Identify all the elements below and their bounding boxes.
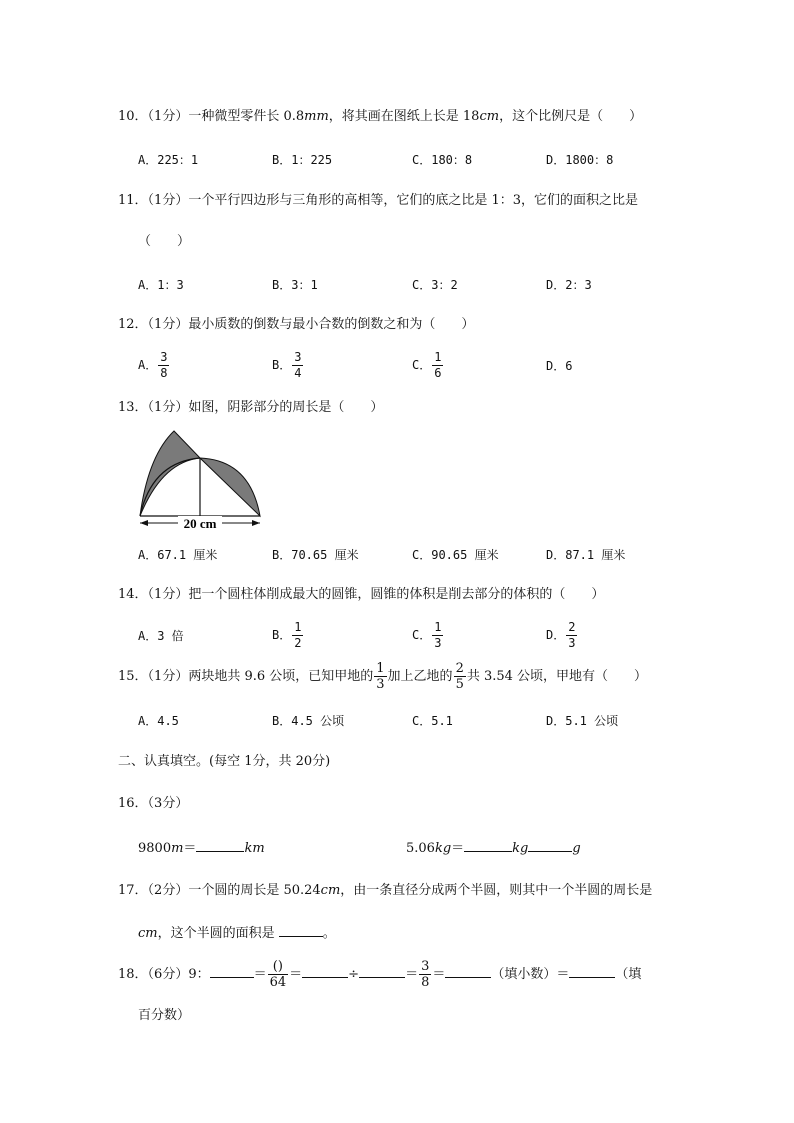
question-18-stem <box>118 959 641 990</box>
q18-blank-1[interactable] <box>210 965 254 978</box>
q15-text-b: 加上乙地的 <box>387 669 453 684</box>
question-16-stem: 16．（3分） <box>118 796 189 811</box>
q10-text-3: ，这个比例尺是（ ） <box>499 109 643 124</box>
q14-option-d-fraction <box>566 620 577 651</box>
q17-text: 17．（2分）一个圆的周长是 50.24 <box>118 883 321 898</box>
q16-right-unit: kg <box>434 841 452 856</box>
q18-blank-4[interactable] <box>445 965 491 978</box>
q10-option-b[interactable]: B．1：225 <box>272 153 333 167</box>
q13-option-a[interactable]: A．67.1 厘米 <box>138 548 218 562</box>
denominator: 3 <box>434 636 442 650</box>
denominator: 4 <box>294 366 302 380</box>
q18-fraction-1 <box>268 959 289 990</box>
numerator: 3 <box>160 350 168 364</box>
q14-option-a-label: A． <box>138 629 158 643</box>
question-11-stem-line2: （ ） <box>138 234 191 249</box>
numerator: 2 <box>455 661 464 676</box>
q18-hint-percent: （填 <box>615 967 642 982</box>
equals-sign: ＝ <box>405 967 419 982</box>
dimension-arrow-right <box>252 520 260 526</box>
q16-left-expression <box>138 839 265 858</box>
equals-sign: ＝ <box>253 967 267 982</box>
numerator: 1 <box>294 620 302 634</box>
denominator: 5 <box>455 677 464 692</box>
q15-fraction-1 <box>374 661 386 692</box>
q16-right-expression <box>406 839 581 858</box>
q14-option-b-label: B． <box>272 628 292 642</box>
q17-line2-text: ，这个半圆的面积是 <box>157 926 279 941</box>
denominator: 8 <box>421 975 430 990</box>
numerator: 2 <box>568 620 576 634</box>
q11-option-c[interactable]: C．3：2 <box>412 278 458 292</box>
q12-option-d[interactable] <box>546 357 572 375</box>
denominator: 3 <box>568 636 576 650</box>
q12-option-c-fraction <box>432 350 443 381</box>
q12-option-b-label: B． <box>272 358 292 372</box>
numerator: 3 <box>421 959 430 974</box>
q13-figure-label: 20 cm <box>183 516 217 531</box>
divide-sign: ÷ <box>348 967 360 982</box>
shaded-region-left <box>140 431 200 516</box>
numerator: () <box>268 959 289 975</box>
question-11-stem: 11．（1分）一个平行四边形与三角形的高相等，它们的底之比是 1：3，它们的面积之比是 <box>118 193 638 208</box>
question-15-stem <box>118 661 647 692</box>
q16-left-value: 9800 <box>138 841 172 856</box>
denominator: 64 <box>269 975 287 990</box>
q18-text: 18．（6分）9： <box>118 967 210 982</box>
numerator: 1 <box>434 350 442 364</box>
q12-option-a-fraction <box>158 350 169 381</box>
numerator: 1 <box>376 661 385 676</box>
q10-option-c[interactable]: C．180：8 <box>412 153 473 167</box>
q18-blank-5[interactable] <box>569 965 615 978</box>
q14-option-b[interactable] <box>272 620 304 651</box>
q15-option-d[interactable]: D．5.1 公顷 <box>546 714 619 728</box>
q16-left-unit: m <box>171 841 184 856</box>
q16-left-unit-2: km <box>244 841 265 856</box>
section-2-title: 二、认真填空。(每空 1分，共 20分) <box>118 754 331 769</box>
q16-right-unit-3: g <box>572 841 581 856</box>
denominator: 6 <box>434 366 442 380</box>
q17-end: 。 <box>322 926 336 941</box>
q16-right-unit-2: kg <box>512 841 529 856</box>
q16-blank-2[interactable] <box>464 839 512 852</box>
question-12-stem: 12．（1分）最小质数的倒数与最小合数的倒数之和为（ ） <box>118 317 475 332</box>
q12-option-b-fraction <box>292 350 303 381</box>
q18-fraction-2 <box>419 959 431 990</box>
q16-blank-1[interactable] <box>196 839 244 852</box>
q15-option-b[interactable]: B．4.5 公顷 <box>272 714 345 728</box>
q18-blank-2[interactable] <box>302 965 348 978</box>
question-14-stem: 14．（1分）把一个圆柱体削成最大的圆锥，圆锥的体积是削去部分的体积的（ ） <box>118 587 605 602</box>
denominator: 2 <box>294 636 302 650</box>
denominator: 8 <box>160 366 168 380</box>
shaded-region-right <box>200 458 260 516</box>
question-10-stem <box>118 108 642 126</box>
equals-sign: ＝ <box>289 967 303 982</box>
equals-sign: ＝ <box>183 841 197 856</box>
q14-option-c-fraction <box>432 620 443 651</box>
equals-sign: ＝ <box>432 967 446 982</box>
dimension-arrow-left <box>140 520 148 526</box>
q11-option-d[interactable]: D．2：3 <box>546 278 592 292</box>
q18-blank-3[interactable] <box>359 965 405 978</box>
q14-option-c[interactable] <box>412 620 444 651</box>
q12-option-a-label: A． <box>138 358 158 372</box>
q12-option-a[interactable] <box>138 350 170 381</box>
numerator: 3 <box>294 350 302 364</box>
q11-option-b[interactable]: B．3：1 <box>272 278 318 292</box>
q12-option-b[interactable] <box>272 350 304 381</box>
q16-blank-3[interactable] <box>528 839 572 852</box>
q10-option-d[interactable]: D．1800：8 <box>546 153 614 167</box>
q17-text-2: ，由一条直径分成两个半圆，则其中一个半圆的周长是 <box>340 883 653 898</box>
q17-line2-unit: cm <box>138 926 158 941</box>
equals-sign: ＝ <box>451 841 465 856</box>
q12-option-d-value: 6 <box>565 359 573 373</box>
q10-unit-cm: cm <box>479 109 500 124</box>
q12-option-c[interactable] <box>412 350 444 381</box>
q17-blank[interactable] <box>279 924 323 937</box>
q15-text-a: 15．（1分）两块地共 9.6 公顷，已知甲地的 <box>118 669 374 684</box>
q10-option-a[interactable]: A．225：1 <box>138 153 199 167</box>
q13-option-d[interactable]: D．87.1 厘米 <box>546 548 626 562</box>
q13-option-c[interactable]: C．90.65 厘米 <box>412 548 499 562</box>
q14-option-b-fraction <box>292 620 303 651</box>
q15-option-a[interactable]: A．4.5 <box>138 714 179 728</box>
q17-unit: cm <box>320 883 341 898</box>
q15-text-c: 共 3.54 公顷，甲地有（ ） <box>466 669 648 684</box>
q12-option-c-label: C． <box>412 358 432 372</box>
question-18-line2: 百分数） <box>138 1008 191 1023</box>
q15-fraction-2 <box>454 661 466 692</box>
question-13-stem: 13．（1分）如图，阴影部分的周长是（ ） <box>118 400 384 415</box>
q18-hint-decimal: （填小数）＝ <box>491 967 570 982</box>
q12-option-d-label: D． <box>546 359 566 373</box>
q14-option-a-value: 3 倍 <box>157 629 184 643</box>
q13-figure <box>132 428 268 534</box>
q14-option-d[interactable] <box>546 620 578 651</box>
q14-option-d-label: D． <box>546 628 566 642</box>
q14-option-a[interactable] <box>138 627 184 645</box>
question-17-stem <box>118 882 652 900</box>
q13-option-b[interactable]: B．70.65 厘米 <box>272 548 359 562</box>
q10-text-2: ，将其画在图纸上长是 18 <box>328 109 480 124</box>
q10-text: 10．（1分）一种微型零件长 0.8 <box>118 109 305 124</box>
q16-right-value: 5.06 <box>406 841 435 856</box>
q11-option-a[interactable]: A．1：3 <box>138 278 184 292</box>
question-17-line2 <box>138 924 336 943</box>
q14-option-c-label: C． <box>412 628 432 642</box>
q15-option-c[interactable]: C．5.1 <box>412 714 453 728</box>
numerator: 1 <box>434 620 442 634</box>
q10-unit-mm: mm <box>304 109 329 124</box>
denominator: 3 <box>376 677 385 692</box>
